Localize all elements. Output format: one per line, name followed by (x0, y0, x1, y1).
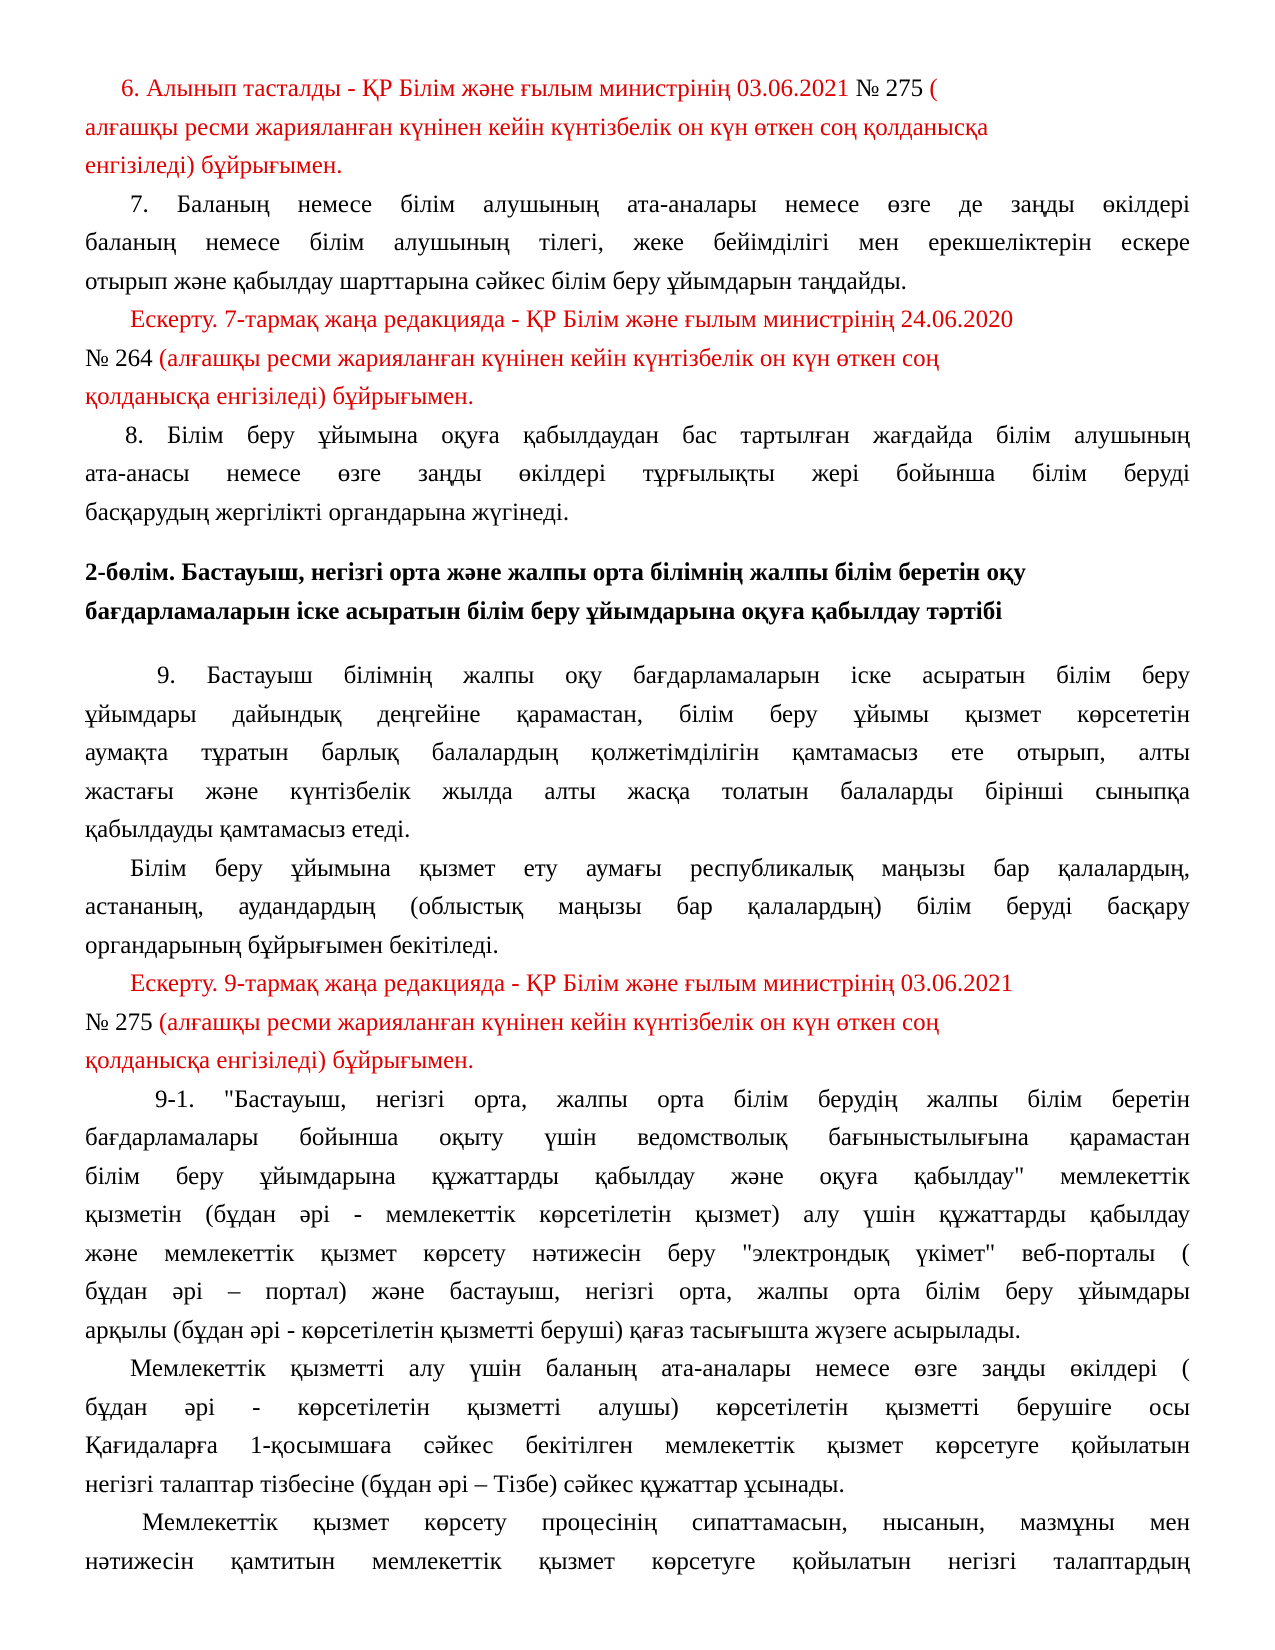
text-segment: қызметін (бұдан әрі - мемлекеттік көрсетілетін қызмет) алу үшін құжаттарды қабылдау (85, 1201, 1190, 1228)
text-segment: бұдан әрі - көрсетілетін қызметті алушы) көрсетілетін қызметті берушіге осы (85, 1393, 1190, 1421)
paragraph-clause-7 (85, 186, 1190, 302)
text-line (85, 340, 1190, 379)
text-segment: баланың немесе білім алушының тілегі, жеке бейімділігі мен ерекшеліктерін ескере (85, 229, 1190, 256)
text-segment: негізгі талаптар тізбесіне (бұдан әрі – Тізбе) сәйкес құжаттар ұсынады. (85, 1470, 845, 1498)
text-line (85, 147, 1190, 186)
text-line (85, 965, 1190, 1004)
text-segment: бағдарламаларын іске асыратын білім беру ұйымдарына оқуға қабылдау тәртібі (85, 597, 1003, 625)
text-segment: 9-1. "Бастауыш, негізгі орта, жалпы орта білім берудің жалпы білім беретін (155, 1085, 1190, 1113)
text-line (85, 1158, 1190, 1197)
text-segment: енгізіледі) бұйрығымен. (85, 152, 343, 179)
text-line (85, 1543, 1190, 1582)
text-line (85, 1235, 1190, 1274)
text-line (85, 1273, 1190, 1312)
text-segment: басқарудың жергілікті органдарына жүгінеді. (85, 498, 570, 526)
text-line (85, 1119, 1190, 1158)
text-segment: (алғашқы ресми жарияланған күнінен кейін күнтізбелік он күн өткен соң (158, 344, 939, 372)
text-segment: 2-бөлім. Бастауыш, негізгі орта және жалпы орта білімнің жалпы білім беретін оқу (85, 559, 1026, 586)
text-segment: Ескерту. 7-тармақ жаңа редакцияда - ҚР Білім және ғылым министрінің 24.06.2020 (130, 306, 1014, 333)
text-segment: ( (929, 75, 938, 102)
paragraph-clause-7-amendment-note (85, 301, 1190, 417)
text-segment: 9. Бастауыш білімнің жалпы оқу бағдарламаларын іске асыратын білім беру (157, 662, 1190, 689)
text-line (85, 417, 1190, 456)
paragraph-section-2-heading (85, 554, 1190, 631)
text-line (85, 70, 1190, 109)
text-line (85, 1389, 1190, 1428)
text-line (85, 1042, 1190, 1081)
text-line (85, 657, 1190, 696)
text-line (85, 593, 1190, 632)
text-line (85, 224, 1190, 263)
text-segment: алғашқы ресми жарияланған күнінен кейін күнтізбелік он күн өткен соң қолданысқа (85, 113, 989, 141)
text-segment: отырып және қабылдау шарттарына сәйкес білім беру ұйымдарын таңдайды. (85, 267, 907, 295)
text-segment: Ескерту. 9-тармақ жаңа редакцияда - ҚР Білім және ғылым министрінің 03.06.2021 (130, 970, 1014, 997)
text-line (85, 109, 1190, 148)
text-segment: № 275 (855, 75, 930, 102)
text-line (85, 773, 1190, 812)
text-segment: Қағидаларға 1-қосымшаға сәйкес бекітілген мемлекеттік қызмет көрсетуге қойылатын (85, 1432, 1190, 1459)
text-segment: Білім беру ұйымына қызмет ету аумағы республикалық маңызы бар қалалардың, (130, 854, 1190, 882)
text-segment: бұдан әрі – портал) және бастауыш, негізгі орта, жалпы орта білім беру ұйымдары (85, 1278, 1190, 1305)
paragraph-clause-8 (85, 417, 1190, 533)
text-segment: бағдарламалары бойынша оқыту үшін ведомстволық бағыныстылығына қарамастан (85, 1124, 1190, 1151)
text-segment: қабылдауды қамтамасыз етеді. (85, 816, 411, 843)
text-segment: аумақта тұратын барлық балалардың қолжетімділігін қамтамасыз ете отырып, алты (85, 739, 1190, 766)
text-segment: ата-анасы немесе өзге заңды өкілдері тұрғылықты жері бойынша білім беруді (85, 460, 1190, 487)
text-segment: қолданысқа енгізіледі) бұйрығымен. (85, 383, 474, 410)
text-line (85, 301, 1190, 340)
text-line (85, 888, 1190, 927)
text-line (85, 734, 1190, 773)
text-line (85, 378, 1190, 417)
paragraph-clause-9-1-documents (85, 1350, 1190, 1504)
text-line (85, 455, 1190, 494)
text-line (85, 1427, 1190, 1466)
text-line (85, 1312, 1190, 1351)
text-segment: (алғашқы ресми жарияланған күнінен кейін күнтізбелік он күн өткен соң (158, 1008, 939, 1036)
paragraph-clause-9-1 (85, 1081, 1190, 1351)
text-line (85, 494, 1190, 533)
text-line (85, 1196, 1190, 1235)
paragraph-clause-9-service-area (85, 850, 1190, 966)
text-line (85, 554, 1190, 593)
text-segment: Мемлекеттік қызмет көрсету процесінің сипаттамасын, нысанын, мазмұны мен (142, 1509, 1190, 1536)
text-line (85, 1081, 1190, 1120)
text-segment: Мемлекеттік қызметті алу үшін баланың ата-аналары немесе өзге заңды өкілдері ( (130, 1355, 1190, 1382)
text-segment: жастағы және күнтізбелік жылда алты жасқа толатын балаларды бірінші сыныпқа (85, 777, 1190, 805)
paragraph-clause-9-amendment-note (85, 965, 1190, 1081)
text-line (85, 263, 1190, 302)
text-line (85, 927, 1190, 966)
text-line (85, 850, 1190, 889)
text-segment: органдарының бұйрығымен бекітіледі. (85, 931, 499, 959)
text-segment: білім беру ұйымдарына құжаттарды қабылдау және оқуға қабылдау" мемлекеттік (85, 1162, 1190, 1190)
text-segment: қолданысқа енгізіледі) бұйрығымен. (85, 1047, 474, 1074)
text-segment: арқылы (бұдан әрі - көрсетілетін қызметті беруші) қағаз тасығышта жүзеге асырылады. (85, 1316, 1021, 1344)
text-segment: № 264 (85, 344, 159, 372)
document-body (85, 70, 1190, 1581)
text-line (85, 186, 1190, 225)
text-segment: 8. Білім беру ұйымына оқуға қабылдаудан бас тартылған жағдайда білім алушының (125, 421, 1190, 449)
text-line (85, 696, 1190, 735)
text-segment: ұйымдары дайындық деңгейіне қарамастан, білім беру ұйымы қызмет көрсететін (85, 700, 1190, 728)
text-segment: 7. Баланың немесе білім алушының ата-аналары немесе өзге де заңды өкілдері (130, 190, 1190, 218)
text-line (85, 1350, 1190, 1389)
text-segment: 6. Алынып тасталды - ҚР Білім және ғылым министрінің 03.06.2021 (121, 75, 856, 102)
text-line (85, 1504, 1190, 1543)
paragraph-clause-6-amendment-note (85, 70, 1190, 186)
text-line (85, 1004, 1190, 1043)
text-line (85, 1466, 1190, 1505)
text-line (85, 811, 1190, 850)
paragraph-clause-9-1-process (85, 1504, 1190, 1581)
text-segment: нәтижесін қамтитын мемлекеттік қызмет көрсетуге қойылатын негізгі талаптардың (85, 1547, 1190, 1575)
text-segment: № 275 (85, 1008, 159, 1036)
text-segment: астананың, аудандардың (облыстық маңызы бар қалалардың) білім беруді басқару (85, 893, 1190, 920)
paragraph-clause-9 (85, 657, 1190, 850)
text-segment: және мемлекеттік қызмет көрсету нәтижесін беру "электрондық үкімет" веб-порталы ( (85, 1239, 1190, 1267)
